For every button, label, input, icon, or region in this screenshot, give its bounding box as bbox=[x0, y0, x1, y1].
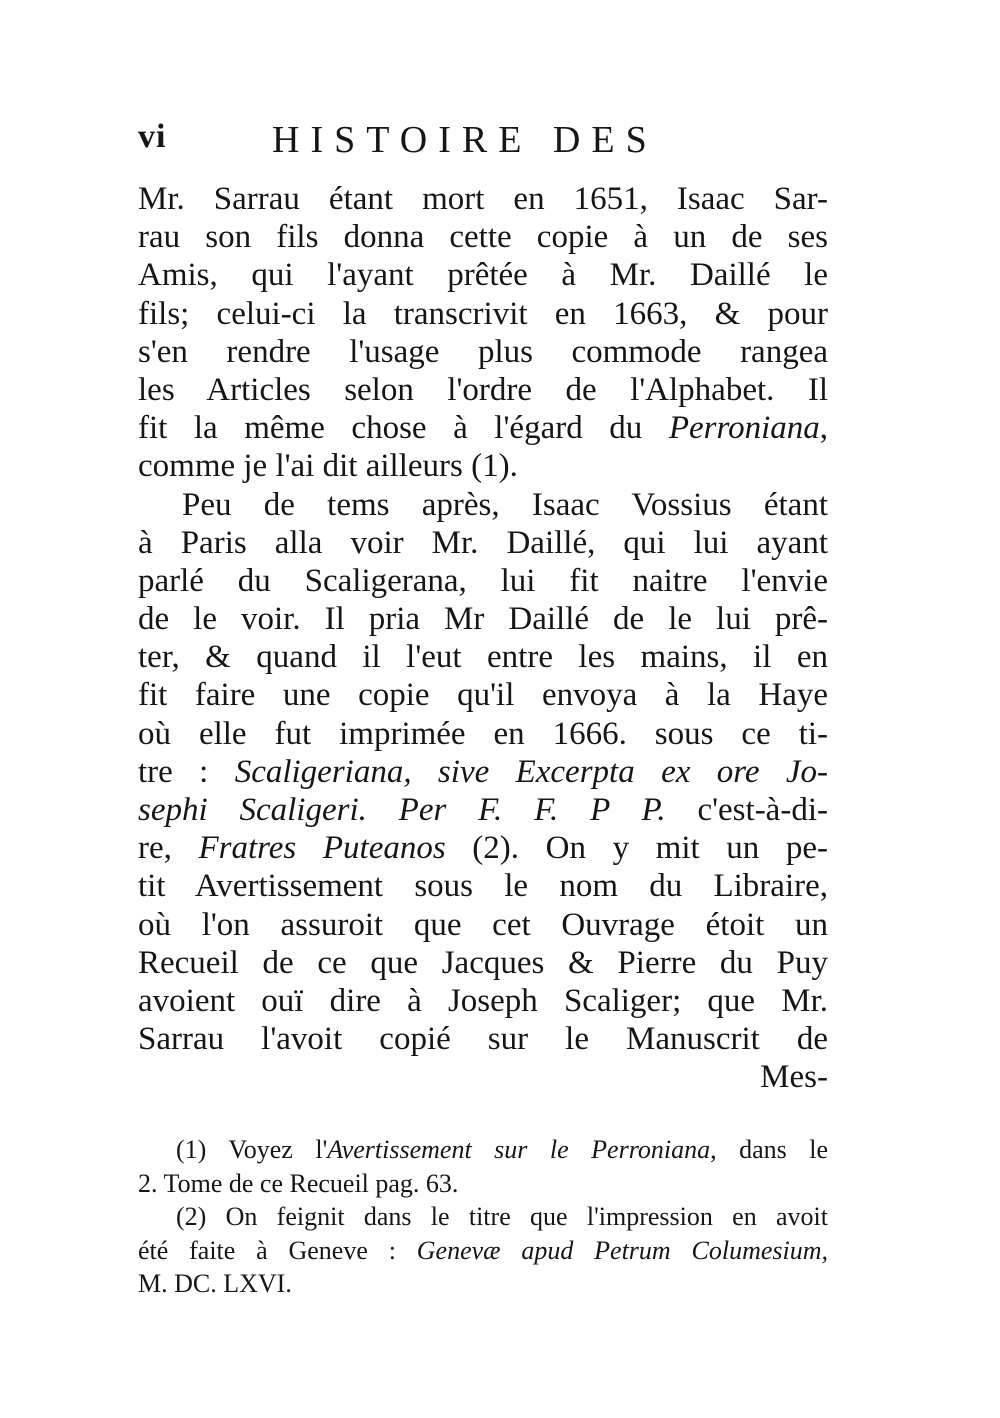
footnote-line: 2. Tome de ce Recueil pag. 63. bbox=[138, 1168, 459, 1198]
footnote-1 bbox=[138, 1133, 828, 1167]
text-segment: tre : bbox=[138, 753, 235, 790]
text-line bbox=[138, 753, 828, 791]
text-line: ter, & quand il l'eut entre les mains, il en bbox=[138, 639, 828, 676]
text-line: où elle fut imprimée en 1666. sous ce ti- bbox=[138, 715, 828, 752]
text-line: fils; celui-ci la transcrivit en 1663, & pour bbox=[138, 295, 828, 332]
text-segment: fit la même chose à l'égard du bbox=[138, 410, 669, 447]
text-segment: c'est-à-di- bbox=[665, 792, 828, 828]
text-segment: re, bbox=[138, 830, 199, 867]
text-line: parlé du Scaligerana, lui fit naitre l'envie bbox=[138, 562, 828, 599]
text-line: comme je l'ai dit ailleurs (1). bbox=[138, 448, 518, 485]
text-line bbox=[138, 409, 828, 447]
text-line: Peu de tems après, Isaac Vossius étant bbox=[182, 486, 828, 523]
italic-title: Fratres Puteanos bbox=[198, 830, 446, 867]
text-line: Sarrau l'avoit copié sur le Manuscrit de bbox=[138, 1021, 828, 1058]
text-segment: , dans le bbox=[710, 1135, 828, 1164]
body-text bbox=[138, 180, 828, 1097]
catchword: Mes- bbox=[760, 1059, 828, 1096]
italic-title: Genevæ apud Petrum Columesium, bbox=[416, 1235, 828, 1265]
page-number: vi bbox=[138, 118, 167, 155]
text-line: fit faire une copie qu'il envoya à la Haye bbox=[138, 677, 828, 714]
footnote-line bbox=[138, 1234, 828, 1268]
italic-title: sephi Scaligeri. Per F. F. P P. bbox=[138, 792, 666, 828]
text-line: Amis, qui l'ayant prêtée à Mr. Daillé le bbox=[138, 257, 828, 294]
text-line: de le voir. Il pria Mr Daillé de le lui prê- bbox=[138, 601, 828, 638]
italic-title: Scaligeriana, sive Excerpta ex ore Jo- bbox=[234, 753, 828, 790]
text-line bbox=[138, 791, 828, 829]
italic-title: Perroniana bbox=[668, 410, 820, 447]
text-line: Mr. Sarrau étant mort en 1651, Isaac Sar- bbox=[138, 181, 828, 217]
footnote-2: (2) On feignit dans le titre que l'impression en avoit bbox=[176, 1202, 828, 1231]
text-line: rau son fils donna cette copie à un de ses bbox=[138, 219, 828, 256]
text-line: avoient ouï dire à Joseph Scaliger; que Mr. bbox=[138, 982, 828, 1019]
text-line: à Paris alla voir Mr. Daillé, qui lui ayant bbox=[138, 524, 828, 561]
text-line: les Articles selon l'ordre de l'Alphabet. Il bbox=[138, 371, 828, 408]
text-segment: été faite à Geneve : bbox=[138, 1235, 417, 1265]
page-header bbox=[138, 118, 838, 168]
text-line: s'en rendre l'usage plus commode rangea bbox=[138, 333, 828, 370]
text-line: où l'on assuroit que cet Ouvrage étoit un bbox=[138, 906, 828, 943]
text-line bbox=[138, 829, 828, 867]
running-title: HISTOIRE DES bbox=[272, 119, 658, 161]
footnotes bbox=[138, 1133, 828, 1301]
text-segment: (1) Voyez l' bbox=[176, 1135, 328, 1164]
text-line: Recueil de ce que Jacques & Pierre du Puy bbox=[138, 944, 828, 981]
text-segment: (2). On y mit un pe- bbox=[445, 830, 828, 867]
footnote-line: M. DC. LXVI. bbox=[138, 1269, 292, 1298]
italic-title: Avertissement sur le Perroniana bbox=[327, 1135, 711, 1164]
text-segment: , bbox=[819, 410, 828, 447]
text-line: tit Avertissement sous le nom du Libraire, bbox=[138, 868, 828, 905]
